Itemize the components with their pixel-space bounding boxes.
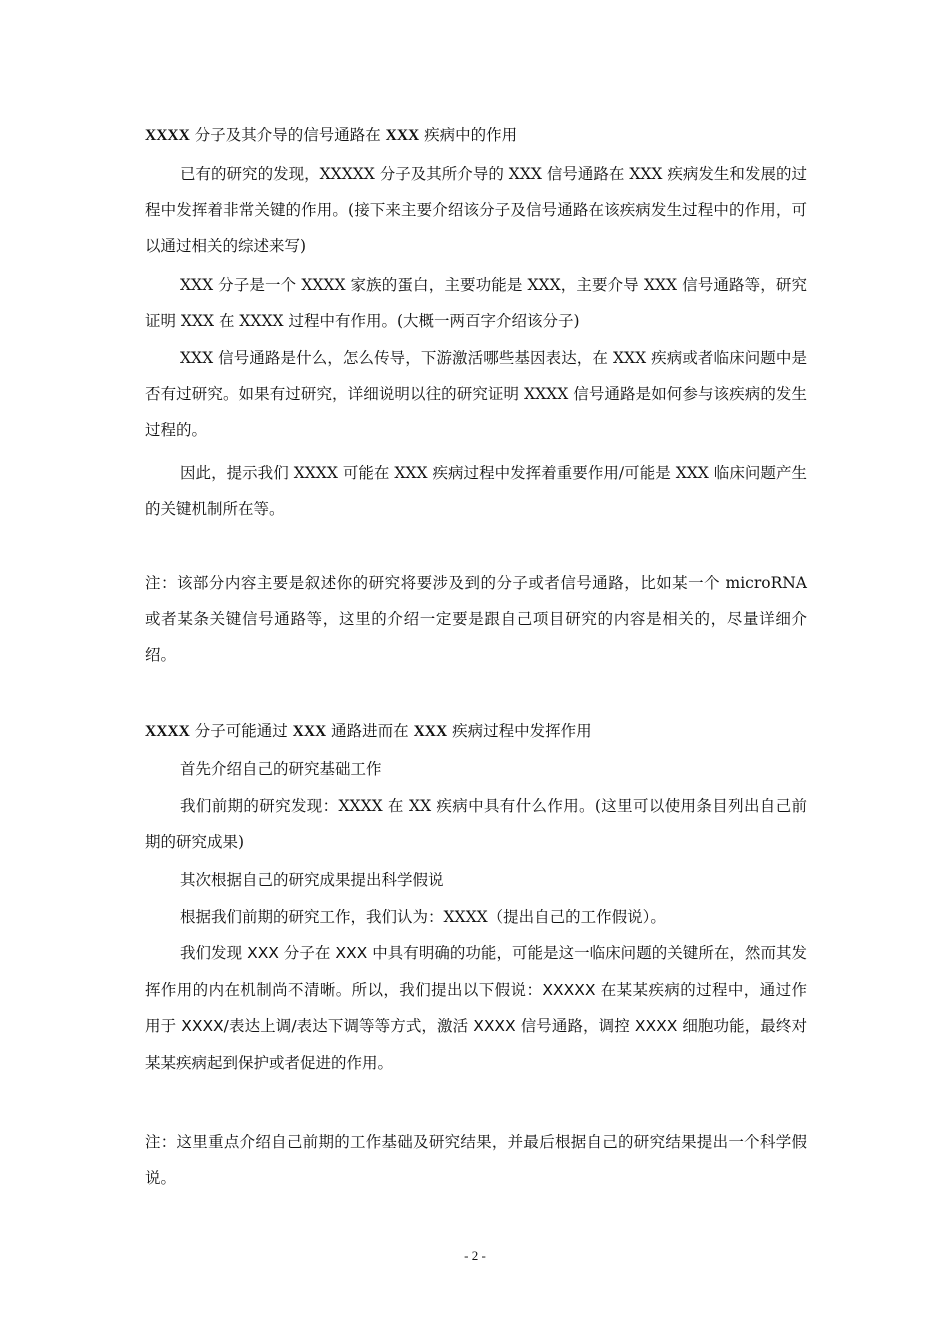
- heading-text: 疾病过程中发挥作用: [447, 722, 592, 740]
- heading-text: 分子可能通过: [189, 722, 293, 740]
- page-number: - 2 -: [464, 1248, 486, 1263]
- heading-bold-term: XXXX: [145, 723, 190, 740]
- section1-paragraph-4: 因此，提示我们 XXXX 可能在 XXX 疾病过程中发挥着重要作用/可能是 XXX 临床问题产生的关键机制所在等。: [145, 464, 807, 518]
- heading-bold-term: XXX: [292, 723, 327, 740]
- heading-text: 分子及其介导的信号通路在: [189, 126, 386, 144]
- section2-line-3: 根据我们前期的研究工作，我们认为：XXXX（提出自己的工作假说）。: [180, 908, 666, 926]
- section2-line-2: 其次根据自己的研究成果提出科学假说: [180, 871, 444, 889]
- section1-paragraph-2: XXX 分子是一个 XXXX 家族的蛋白，主要功能是 XXX，主要介导 XXX 信号通路等，研究证明 XXX 在 XXXX 过程中有作用。(大概一两百字介绍该分子): [145, 276, 807, 330]
- section2-note: 注：这里重点介绍自己前期的工作基础及研究结果，并最后根据自己的研究结果提出一个科学假说。: [145, 1133, 807, 1187]
- heading-bold-term: XXX: [385, 127, 420, 144]
- section2-paragraph-1: 我们前期的研究发现：XXXX 在 XX 疾病中具有什么作用。(这里可以使用条目列出自己前期的研究成果): [145, 797, 807, 851]
- section1-paragraph-3: XXX 信号通路是什么，怎么传导，下游激活哪些基因表达，在 XXX 疾病或者临床问题中是否有过研究。如果有过研究，详细说明以往的研究证明 XXXX 信号通路是如何参与该疾病的发生过程的。: [145, 349, 807, 439]
- section2-line-1: 首先介绍自己的研究基础工作: [180, 760, 382, 778]
- section1-heading: [145, 122, 807, 149]
- section2-paragraph-2: 我们发现 XXX 分子在 XXX 中具有明确的功能，可能是这一临床问题的关键所在，然而其发挥作用的内在机制尚不清晰。所以，我们提出以下假说：XXXXX 在某某疾病的过程中，通过作用于 XXXX/表达上调/表达下调等等方式，激活 XXXX 信号通路，调控 XXXX 细胞功能，最终对某某疾病起到保护或者促进的作用。: [145, 944, 807, 1072]
- heading-bold-term: XXX: [413, 723, 448, 740]
- section1-note: 注：该部分内容主要是叙述你的研究将要涉及到的分子或者信号通路，比如某一个 microRNA 或者某条关键信号通路等，这里的介绍一定要是跟自己项目研究的内容是相关的，尽量详细介绍。: [145, 574, 807, 664]
- heading-text: 通路进而在: [326, 722, 414, 740]
- heading-bold-term: XXXX: [145, 127, 190, 144]
- heading-text: 疾病中的作用: [419, 126, 518, 144]
- section2-heading: [145, 718, 807, 745]
- section1-paragraph-1: 已有的研究的发现，XXXXX 分子及其所介导的 XXX 信号通路在 XXX 疾病发生和发展的过程中发挥着非常关键的作用。(接下来主要介绍该分子及信号通路在该疾病发生过程中的作用，可以通过相关的综述来写): [145, 165, 807, 255]
